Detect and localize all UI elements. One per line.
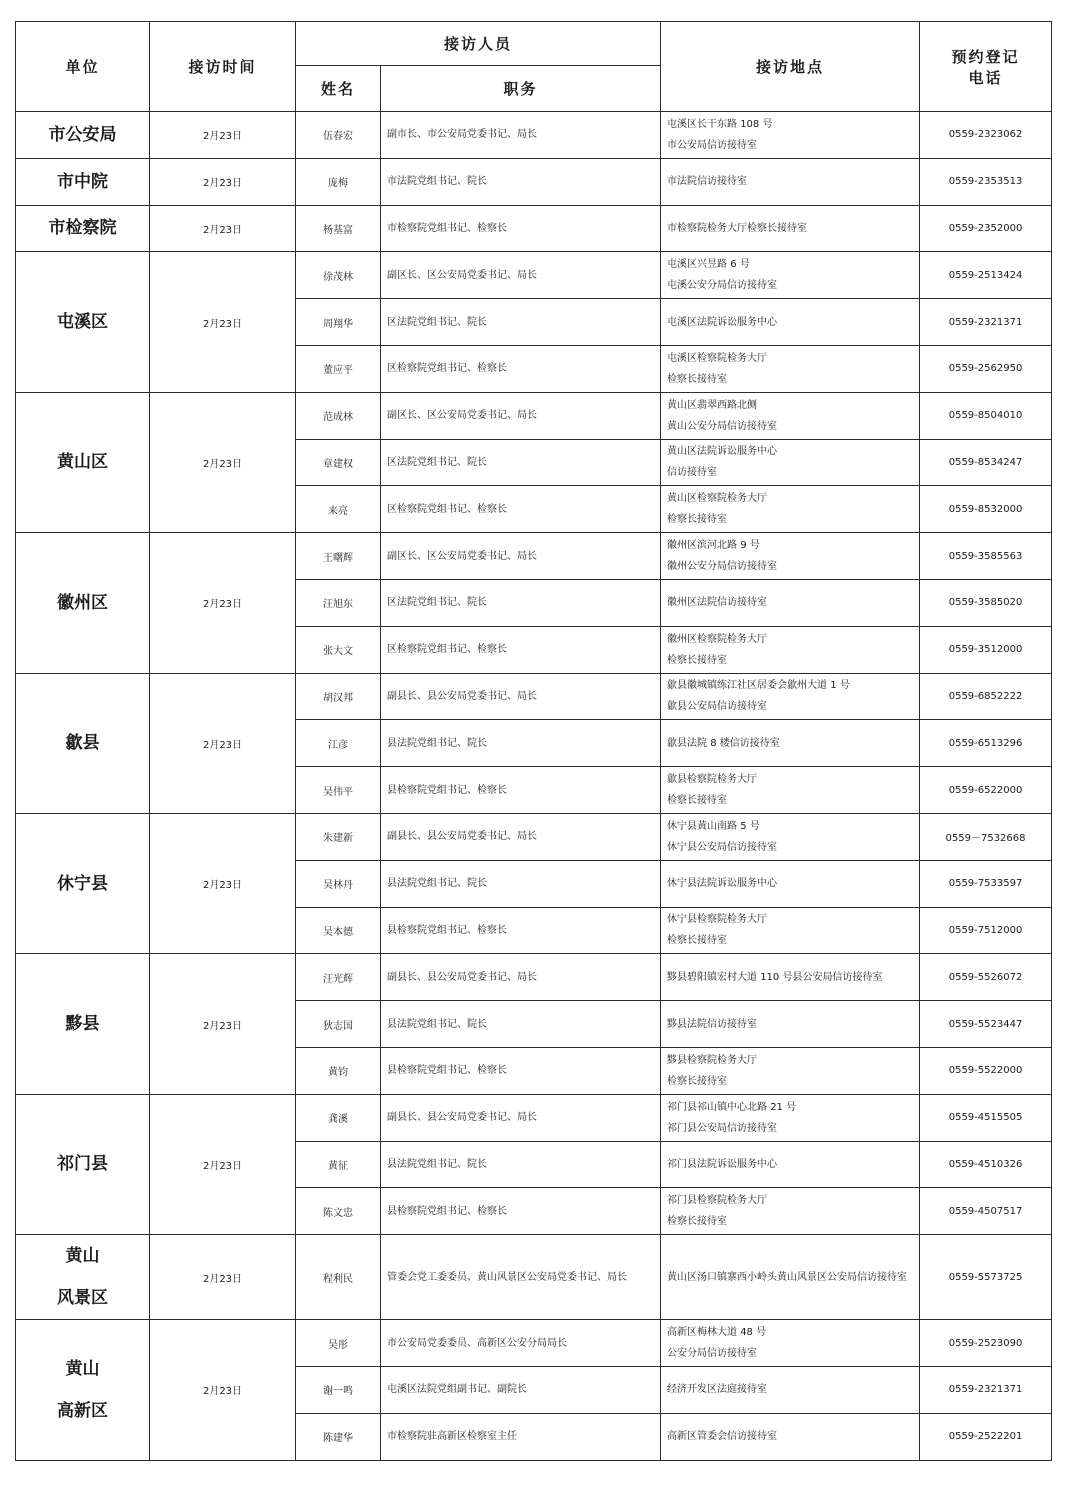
phone-cell: 0559-4507517 xyxy=(920,1188,1052,1235)
date-cell: 2月23日 xyxy=(150,1094,296,1234)
unit-cell xyxy=(16,392,150,532)
location-cell xyxy=(661,299,920,346)
name-cell: 谢一鸣 xyxy=(296,1366,381,1413)
position-cell: 副县长、县公安局党委书记、局长 xyxy=(381,673,661,720)
unit-cell xyxy=(16,673,150,813)
location-line: 检察长接待室 xyxy=(667,1075,728,1087)
phone-cell: 0559-2321371 xyxy=(920,299,1052,346)
phone-cell: 0559-8532000 xyxy=(920,486,1052,533)
table-row xyxy=(16,1320,1052,1367)
name-cell: 吴林丹 xyxy=(296,860,381,907)
header-name: 姓名 xyxy=(296,66,381,112)
location-line: 黟县检察院检务大厅 xyxy=(667,1054,758,1066)
name-cell: 庞梅 xyxy=(296,158,381,205)
name-cell: 来亮 xyxy=(296,486,381,533)
phone-cell: 0559-3585563 xyxy=(920,533,1052,580)
unit-name: 市检察院 xyxy=(48,218,117,239)
unit-name: 风景区 xyxy=(57,1288,108,1309)
position-cell: 区法院党组书记、院长 xyxy=(381,439,661,486)
unit-cell xyxy=(16,205,150,252)
name-cell: 陈文忠 xyxy=(296,1188,381,1235)
date-cell: 2月23日 xyxy=(150,954,296,1094)
position-cell: 区法院党组书记、院长 xyxy=(381,579,661,626)
position-cell: 区检察院党组书记、检察长 xyxy=(381,345,661,392)
location-cell xyxy=(661,1366,920,1413)
table-row xyxy=(16,533,1052,580)
location-line: 休宁县检察院检务大厅 xyxy=(667,914,768,926)
location-cell xyxy=(661,1188,920,1235)
location-cell xyxy=(661,1094,920,1141)
unit-name: 祁门县 xyxy=(57,1154,108,1175)
name-cell: 汪旭东 xyxy=(296,579,381,626)
location-line: 黟县法院信访接待室 xyxy=(667,1018,758,1030)
phone-cell: 0559-8504010 xyxy=(920,392,1052,439)
phone-cell: 0559-6513296 xyxy=(920,720,1052,767)
location-cell xyxy=(661,1235,920,1320)
name-cell: 范成林 xyxy=(296,392,381,439)
table-row xyxy=(16,673,1052,720)
phone-cell: 0559-7533597 xyxy=(920,860,1052,907)
phone-cell: 0559-2323062 xyxy=(920,112,1052,159)
date-cell: 2月23日 xyxy=(150,205,296,252)
location-cell xyxy=(661,533,920,580)
unit-name: 屯溪区 xyxy=(57,312,108,333)
date-cell: 2月23日 xyxy=(150,392,296,532)
name-cell: 江彦 xyxy=(296,720,381,767)
location-cell xyxy=(661,1047,920,1094)
unit-cell xyxy=(16,252,150,392)
location-cell xyxy=(661,1413,920,1460)
unit-name: 黄山 xyxy=(65,1358,100,1379)
name-cell: 王曙辉 xyxy=(296,533,381,580)
location-cell xyxy=(661,579,920,626)
header-time: 接访时间 xyxy=(150,22,296,112)
location-cell xyxy=(661,345,920,392)
name-cell: 吴本德 xyxy=(296,907,381,954)
name-cell: 汪光辉 xyxy=(296,954,381,1001)
location-line: 祁门县公安局信访接待室 xyxy=(667,1122,778,1134)
position-cell: 副区长、区公安局党委书记、局长 xyxy=(381,533,661,580)
phone-cell: 0559-6852222 xyxy=(920,673,1052,720)
name-cell: 龚溪 xyxy=(296,1094,381,1141)
unit-cell xyxy=(16,813,150,953)
name-cell: 程利民 xyxy=(296,1235,381,1320)
name-cell: 张大文 xyxy=(296,626,381,673)
table-row xyxy=(16,954,1052,1001)
unit-cell xyxy=(16,1235,150,1320)
position-cell: 县法院党组书记、院长 xyxy=(381,1001,661,1048)
header-phone-line2: 电话 xyxy=(968,68,1003,87)
location-line: 徽州区检察院检务大厅 xyxy=(667,633,768,645)
header-staff: 接访人员 xyxy=(296,22,661,66)
location-line: 祁门县祁山镇中心北路 21 号 xyxy=(667,1101,797,1113)
location-line: 歙县法院 8 楼信访接待室 xyxy=(667,737,780,749)
location-line: 经济开发区法庭接待室 xyxy=(667,1384,768,1396)
phone-cell: 0559－7532668 xyxy=(920,813,1052,860)
location-line: 祁门县法院诉讼服务中心 xyxy=(667,1158,778,1170)
phone-cell: 0559-4510326 xyxy=(920,1141,1052,1188)
location-line: 信访接待室 xyxy=(667,467,718,479)
name-cell: 黄钧 xyxy=(296,1047,381,1094)
date-cell: 2月23日 xyxy=(150,673,296,813)
location-line: 黄山区法院诉讼服务中心 xyxy=(667,446,778,458)
position-cell: 屯溪区法院党组副书记、副院长 xyxy=(381,1366,661,1413)
location-cell xyxy=(661,626,920,673)
location-cell xyxy=(661,1001,920,1048)
unit-name: 高新区 xyxy=(57,1400,108,1421)
name-cell: 董应平 xyxy=(296,345,381,392)
unit-name: 休宁县 xyxy=(57,873,108,894)
location-line: 市公安局信访接待室 xyxy=(667,139,758,151)
phone-cell: 0559-7512000 xyxy=(920,907,1052,954)
phone-cell: 0559-3512000 xyxy=(920,626,1052,673)
position-cell: 副县长、县公安局党委书记、局长 xyxy=(381,813,661,860)
date-cell: 2月23日 xyxy=(150,112,296,159)
position-cell: 县检察院党组书记、检察长 xyxy=(381,1047,661,1094)
reception-schedule-table xyxy=(15,21,1052,1461)
location-cell xyxy=(661,673,920,720)
date-cell: 2月23日 xyxy=(150,813,296,953)
location-line: 检察长接待室 xyxy=(667,1216,728,1228)
date-cell: 2月23日 xyxy=(150,158,296,205)
phone-cell: 0559-2513424 xyxy=(920,252,1052,299)
location-line: 高新区梅林大道 48 号 xyxy=(667,1327,767,1339)
table-row xyxy=(16,252,1052,299)
name-cell: 狄志国 xyxy=(296,1001,381,1048)
unit-cell xyxy=(16,1320,150,1460)
location-line: 歙县公安局信访接待室 xyxy=(667,701,768,713)
location-cell xyxy=(661,486,920,533)
position-cell: 副县长、县公安局党委书记、局长 xyxy=(381,1094,661,1141)
date-cell: 2月23日 xyxy=(150,1235,296,1320)
location-line: 检察长接待室 xyxy=(667,935,728,947)
location-line: 检察长接待室 xyxy=(667,795,728,807)
position-cell: 区检察院党组书记、检察长 xyxy=(381,626,661,673)
phone-cell: 0559-2562950 xyxy=(920,345,1052,392)
position-cell: 副县长、县公安局党委书记、局长 xyxy=(381,954,661,1001)
location-cell xyxy=(661,1141,920,1188)
position-cell: 副市长、市公安局党委书记、局长 xyxy=(381,112,661,159)
unit-name: 市中院 xyxy=(57,171,108,192)
location-line: 祁门县检察院检务大厅 xyxy=(667,1195,768,1207)
phone-cell: 0559-3585020 xyxy=(920,579,1052,626)
location-line: 黄山区检察院检务大厅 xyxy=(667,493,768,505)
position-cell: 市法院党组书记、院长 xyxy=(381,158,661,205)
table-row xyxy=(16,392,1052,439)
unit-cell xyxy=(16,158,150,205)
location-line: 休宁县法院诉讼服务中心 xyxy=(667,878,778,890)
location-cell xyxy=(661,767,920,814)
table-row xyxy=(16,1235,1052,1320)
location-line: 休宁县黄山南路 5 号 xyxy=(667,820,760,832)
location-line: 屯溪区长干东路 108 号 xyxy=(667,118,773,130)
phone-cell: 0559-2321371 xyxy=(920,1366,1052,1413)
header-unit: 单位 xyxy=(16,22,150,112)
position-cell: 县法院党组书记、院长 xyxy=(381,1141,661,1188)
location-line: 徽州公安分局信访接待室 xyxy=(667,561,778,573)
phone-cell: 0559-5573725 xyxy=(920,1235,1052,1320)
location-cell xyxy=(661,158,920,205)
location-cell xyxy=(661,720,920,767)
phone-cell: 0559-2523090 xyxy=(920,1320,1052,1367)
location-line: 检察长接待室 xyxy=(667,654,728,666)
location-cell xyxy=(661,860,920,907)
unit-cell xyxy=(16,112,150,159)
position-cell: 市检察院驻高新区检察室主任 xyxy=(381,1413,661,1460)
name-cell: 章建权 xyxy=(296,439,381,486)
name-cell: 杨基富 xyxy=(296,205,381,252)
phone-cell: 0559-4515505 xyxy=(920,1094,1052,1141)
phone-cell: 0559-5522000 xyxy=(920,1047,1052,1094)
phone-cell: 0559-2353513 xyxy=(920,158,1052,205)
header-location: 接访地点 xyxy=(661,22,920,112)
table-body xyxy=(16,112,1052,1461)
name-cell: 朱建新 xyxy=(296,813,381,860)
phone-cell: 0559-6522000 xyxy=(920,767,1052,814)
location-line: 徽州区法院信访接待室 xyxy=(667,597,768,609)
location-line: 屯溪区检察院检务大厅 xyxy=(667,352,768,364)
unit-cell xyxy=(16,533,150,673)
location-line: 高新区管委会信访接待室 xyxy=(667,1431,778,1443)
phone-cell: 0559-5523447 xyxy=(920,1001,1052,1048)
name-cell: 吴彤 xyxy=(296,1320,381,1367)
name-cell: 陈建华 xyxy=(296,1413,381,1460)
position-cell: 县检察院党组书记、检察长 xyxy=(381,1188,661,1235)
unit-cell xyxy=(16,1094,150,1234)
phone-cell: 0559-2522201 xyxy=(920,1413,1052,1460)
location-line: 徽州区滨河北路 9 号 xyxy=(667,540,760,552)
unit-name: 市公安局 xyxy=(48,124,117,145)
table-row xyxy=(16,813,1052,860)
location-line: 黄山区汤口镇寨西小岭头黄山风景区公安局信访接待室 xyxy=(667,1271,908,1283)
position-cell: 县法院党组书记、院长 xyxy=(381,860,661,907)
location-line: 黟县碧阳镇宏村大道 110 号县公安局信访接待室 xyxy=(667,971,883,983)
location-line: 公安分局信访接待室 xyxy=(667,1348,758,1360)
table-row xyxy=(16,112,1052,159)
location-line: 市检察院检务大厅检察长接待室 xyxy=(667,222,808,234)
location-line: 检察长接待室 xyxy=(667,514,728,526)
position-cell: 市检察院党组书记、检察长 xyxy=(381,205,661,252)
location-line: 屯溪区兴昱路 6 号 xyxy=(667,259,750,271)
position-cell: 区检察院党组书记、检察长 xyxy=(381,486,661,533)
location-line: 屯溪区法院诉讼服务中心 xyxy=(667,316,778,328)
header-position: 职务 xyxy=(381,66,661,112)
location-cell xyxy=(661,252,920,299)
location-line: 屯溪公安分局信访接待室 xyxy=(667,280,778,292)
position-cell: 副区长、区公安局党委书记、局长 xyxy=(381,392,661,439)
name-cell: 吴伟平 xyxy=(296,767,381,814)
position-cell: 区法院党组书记、院长 xyxy=(381,299,661,346)
position-cell: 县检察院党组书记、检察长 xyxy=(381,907,661,954)
date-cell: 2月23日 xyxy=(150,252,296,392)
table-row xyxy=(16,205,1052,252)
location-cell xyxy=(661,813,920,860)
location-line: 歙县徽城镇练江社区居委会歙州大道 1 号 xyxy=(667,680,850,692)
location-cell xyxy=(661,392,920,439)
unit-name: 徽州区 xyxy=(57,592,108,613)
date-cell: 2月23日 xyxy=(150,533,296,673)
location-cell xyxy=(661,954,920,1001)
phone-cell: 0559-8534247 xyxy=(920,439,1052,486)
position-cell: 副区长、区公安局党委书记、局长 xyxy=(381,252,661,299)
location-cell xyxy=(661,439,920,486)
header-phone-line1: 预约登记 xyxy=(951,47,1020,66)
location-line: 休宁县公安局信访接待室 xyxy=(667,841,778,853)
location-line: 歙县检察院检务大厅 xyxy=(667,774,758,786)
phone-cell: 0559-5526072 xyxy=(920,954,1052,1001)
position-cell: 县法院党组书记、院长 xyxy=(381,720,661,767)
unit-name: 黟县 xyxy=(65,1014,100,1035)
date-cell: 2月23日 xyxy=(150,1320,296,1460)
unit-name: 黄山 xyxy=(65,1246,100,1267)
name-cell: 黄征 xyxy=(296,1141,381,1188)
location-cell xyxy=(661,907,920,954)
location-cell xyxy=(661,1320,920,1367)
location-line: 黄山公安分局信访接待室 xyxy=(667,420,778,432)
location-line: 黄山区翡翠西路北侧 xyxy=(667,399,758,411)
name-cell: 伍春宏 xyxy=(296,112,381,159)
location-line: 检察长接待室 xyxy=(667,373,728,385)
unit-name: 黄山区 xyxy=(57,452,108,473)
table-row xyxy=(16,158,1052,205)
location-cell xyxy=(661,205,920,252)
location-line: 市法院信访接待室 xyxy=(667,176,748,188)
position-cell: 市公安局党委委员、高新区公安分局局长 xyxy=(381,1320,661,1367)
table-row xyxy=(16,1094,1052,1141)
position-cell: 管委会党工委委员、黄山风景区公安局党委书记、局长 xyxy=(381,1235,661,1320)
phone-cell: 0559-2352000 xyxy=(920,205,1052,252)
name-cell: 徐茂林 xyxy=(296,252,381,299)
position-cell: 县检察院党组书记、检察长 xyxy=(381,767,661,814)
name-cell: 周翔华 xyxy=(296,299,381,346)
unit-cell xyxy=(16,954,150,1094)
name-cell: 胡汉邦 xyxy=(296,673,381,720)
header-phone xyxy=(920,22,1052,112)
location-cell xyxy=(661,112,920,159)
unit-name: 歙县 xyxy=(65,733,100,754)
